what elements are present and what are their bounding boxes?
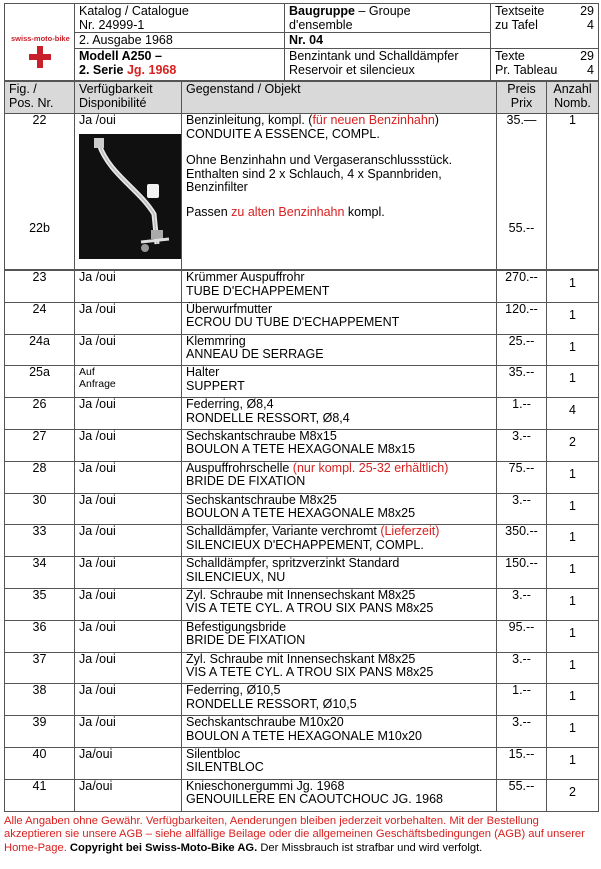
row-pos: 22 22b (5, 114, 75, 270)
group-name: Benzintank und Schalldämpfer Reservoir et silencieux (285, 49, 491, 81)
swiss-cross-icon (29, 46, 51, 68)
row-pos: 41 (5, 779, 75, 811)
table-row (5, 525, 599, 557)
row-object: Zyl. Schraube mit Innensechskant M8x25 VIS A TETE CYL. A TROU SIX PANS M8x25 (182, 652, 497, 684)
row-qty: 1 (547, 652, 599, 684)
row-object: Sechskantschraube M10x20 BOULON A TETE HEXAGONALE M10x20 (182, 716, 497, 748)
row-availability: Ja/oui (75, 779, 182, 811)
row-qty: 1 (547, 747, 599, 779)
row-availability: Ja /oui (75, 461, 182, 493)
row-qty: 1 (547, 716, 599, 748)
col-availability: Verfügbarkeit Disponibilité (75, 82, 182, 114)
row-availability: Ja /oui (75, 302, 182, 334)
row-price: 35.— 55.-- (497, 114, 547, 270)
table-row (5, 398, 599, 430)
row-availability: Ja /oui (75, 684, 182, 716)
row-qty: 1 (547, 302, 599, 334)
row-pos: 38 (5, 684, 75, 716)
row-availability: Ja /oui (75, 429, 182, 461)
fuel-line-photo (79, 134, 181, 259)
row-pos: 33 (5, 525, 75, 557)
row-price: 350.-- (497, 525, 547, 557)
col-qty: Anzahl Nomb. (547, 82, 599, 114)
table-row (5, 429, 599, 461)
table-row (5, 620, 599, 652)
row-pos: 24a (5, 334, 75, 366)
row-qty: 1 (547, 620, 599, 652)
row-qty: 1 (547, 114, 599, 270)
model-info: Modell A250 – 2. Serie Jg. 1968 (75, 49, 285, 81)
group-number: Nr. 04 (285, 33, 491, 49)
row-availability: Ja /oui (75, 620, 182, 652)
row-qty: 1 (547, 366, 599, 398)
row-pos: 39 (5, 716, 75, 748)
group-title: Baugruppe – Groupe d'ensemble (285, 4, 491, 33)
row-qty: 1 (547, 271, 599, 303)
row-price: 95.-- (497, 620, 547, 652)
row-availability: Ja/oui (75, 747, 182, 779)
table-row (5, 779, 599, 811)
row-qty: 1 (547, 525, 599, 557)
row-availability: Ja /oui (75, 334, 182, 366)
catalog-page (4, 3, 598, 855)
table-row (5, 652, 599, 684)
row-price: 3.-- (497, 588, 547, 620)
row-availability: Auf Anfrage (75, 366, 182, 398)
table-row (5, 334, 599, 366)
row-object: Auspuffrohrschelle (nur kompl. 25-32 erhältlich) BRIDE DE FIXATION (182, 461, 497, 493)
row-qty: 2 (547, 429, 599, 461)
row-pos: 37 (5, 652, 75, 684)
row-pos: 26 (5, 398, 75, 430)
row-pos: 40 (5, 747, 75, 779)
row-pos: 28 (5, 461, 75, 493)
row-price: 1.-- (497, 684, 547, 716)
row-pos: 36 (5, 620, 75, 652)
row-qty: 4 (547, 398, 599, 430)
column-headers (5, 82, 599, 114)
row-availability: Ja /oui (75, 398, 182, 430)
col-object: Gegenstand / Objekt (182, 82, 497, 114)
row-price: 3.-- (497, 716, 547, 748)
table-row (5, 716, 599, 748)
row-object: Halter SUPPERT (182, 366, 497, 398)
col-price: Preis Prix (497, 82, 547, 114)
row-pos: 23 (5, 271, 75, 303)
row-object: Sechskantschraube M8x25 BOULON A TETE HEXAGONALE M8x25 (182, 493, 497, 525)
row-price: 15.-- (497, 747, 547, 779)
table-row (5, 684, 599, 716)
row-price: 270.-- (497, 271, 547, 303)
row-object: Schalldämpfer, spritzverzinkt Standard SILENCIEUX, NU (182, 557, 497, 589)
row-object: Schalldämpfer, Variante verchromt (Lieferzeit) SILENCIEUX D'ECHAPPEMENT, COMPL. (182, 525, 497, 557)
row-pos: 25a (5, 366, 75, 398)
row-object: Federring, Ø10,5 RONDELLE RESSORT, Ø10,5 (182, 684, 497, 716)
row-qty: 1 (547, 493, 599, 525)
table-row (5, 302, 599, 334)
row-price: 75.-- (497, 461, 547, 493)
row-object: Zyl. Schraube mit Innensechskant M8x25 VIS A TETE CYL. A TROU SIX PANS M8x25 (182, 588, 497, 620)
table-row (5, 271, 599, 303)
row-price: 55.-- (497, 779, 547, 811)
row-object: Federring, Ø8,4 RONDELLE RESSORT, Ø8,4 (182, 398, 497, 430)
row-price: 3.-- (497, 652, 547, 684)
row-pos: 35 (5, 588, 75, 620)
row-price: 35.-- (497, 366, 547, 398)
row-availability: Ja /oui (75, 114, 182, 270)
row-qty: 1 (547, 684, 599, 716)
row-qty: 2 (547, 779, 599, 811)
row-price: 150.-- (497, 557, 547, 589)
row-object: Sechskantschraube M8x15 BOULON A TETE HEXAGONALE M8x15 (182, 429, 497, 461)
legal-footer: Alle Angaben ohne Gewähr. Verfügbarkeiten, Aenderungen bleiben jederzeit vorbehalten. Mit der Bestellung akzeptieren sie unsere AGB – siehe allfällige Beilage oder die allgemeinen Geschäftsbedingungen (AGB) auf unserer Home-Page. Copyright bei Swiss-Moto-Bike AG. Der Missbrauch ist strafbar und wird verfolgt. (4, 814, 585, 854)
row-qty: 1 (547, 461, 599, 493)
table-row (5, 461, 599, 493)
table-row (5, 114, 599, 270)
row-price: 1.-- (497, 398, 547, 430)
edition: 2. Ausgabe 1968 (75, 33, 285, 49)
row-availability: Ja /oui (75, 588, 182, 620)
row-availability: Ja /oui (75, 557, 182, 589)
row-object: Krümmer Auspuffrohr TUBE D'ECHAPPEMENT (182, 271, 497, 303)
row-availability: Ja /oui (75, 493, 182, 525)
row-pos: 24 (5, 302, 75, 334)
row-object: Knieschonergummi Jg. 1968 GENOUILLERE EN CAOUTCHOUC JG. 1968 (182, 779, 497, 811)
table-row (5, 493, 599, 525)
row-pos: 30 (5, 493, 75, 525)
row-availability: Ja /oui (75, 716, 182, 748)
row-availability: Ja /oui (75, 652, 182, 684)
row-price: 25.-- (497, 334, 547, 366)
row-price: 3.-- (497, 493, 547, 525)
table-row (5, 588, 599, 620)
parts-table (4, 81, 599, 270)
row-object: Befestigungsbride BRIDE DE FIXATION (182, 620, 497, 652)
row-object: Silentbloc SILENTBLOC (182, 747, 497, 779)
row-price: 3.-- (497, 429, 547, 461)
row-qty: 1 (547, 588, 599, 620)
row-qty: 1 (547, 557, 599, 589)
table-row (5, 747, 599, 779)
row-price: 120.-- (497, 302, 547, 334)
logo-cell (5, 4, 75, 81)
row-object: Benzinleitung, kompl. (für neuen Benzinhahn) CONDUITE A ESSENCE, COMPL. Ohne Benzinhahn und Vergaseranschlussstück. Enthalten sind 2 x Schlauch, 4 x Spannbriden, Benzinfilter Passen zu alten Benzinhahn kompl. (182, 114, 497, 270)
parts-table-rows (4, 270, 599, 812)
table-row (5, 557, 599, 589)
row-object: Klemmring ANNEAU DE SERRAGE (182, 334, 497, 366)
row-pos: 34 (5, 557, 75, 589)
swiss-moto-bike-logo: swiss-moto-bike (11, 32, 71, 72)
header-table (4, 3, 599, 81)
row-qty: 1 (547, 334, 599, 366)
texte-ref: Texte 29 Pr. Tableau 4 (491, 49, 599, 81)
row-object: Überwurfmutter ECROU DU TUBE D'ECHAPPEMENT (182, 302, 497, 334)
row-availability: Ja /oui (75, 271, 182, 303)
row-pos: 27 (5, 429, 75, 461)
col-pos: Fig. / Pos. Nr. (5, 82, 75, 114)
catalog-number: Katalog / Catalogue Nr. 24999-1 (75, 4, 285, 33)
row-availability: Ja /oui (75, 525, 182, 557)
table-row (5, 366, 599, 398)
text-page-ref: Textseite 29 zu Tafel 4 (491, 4, 599, 49)
